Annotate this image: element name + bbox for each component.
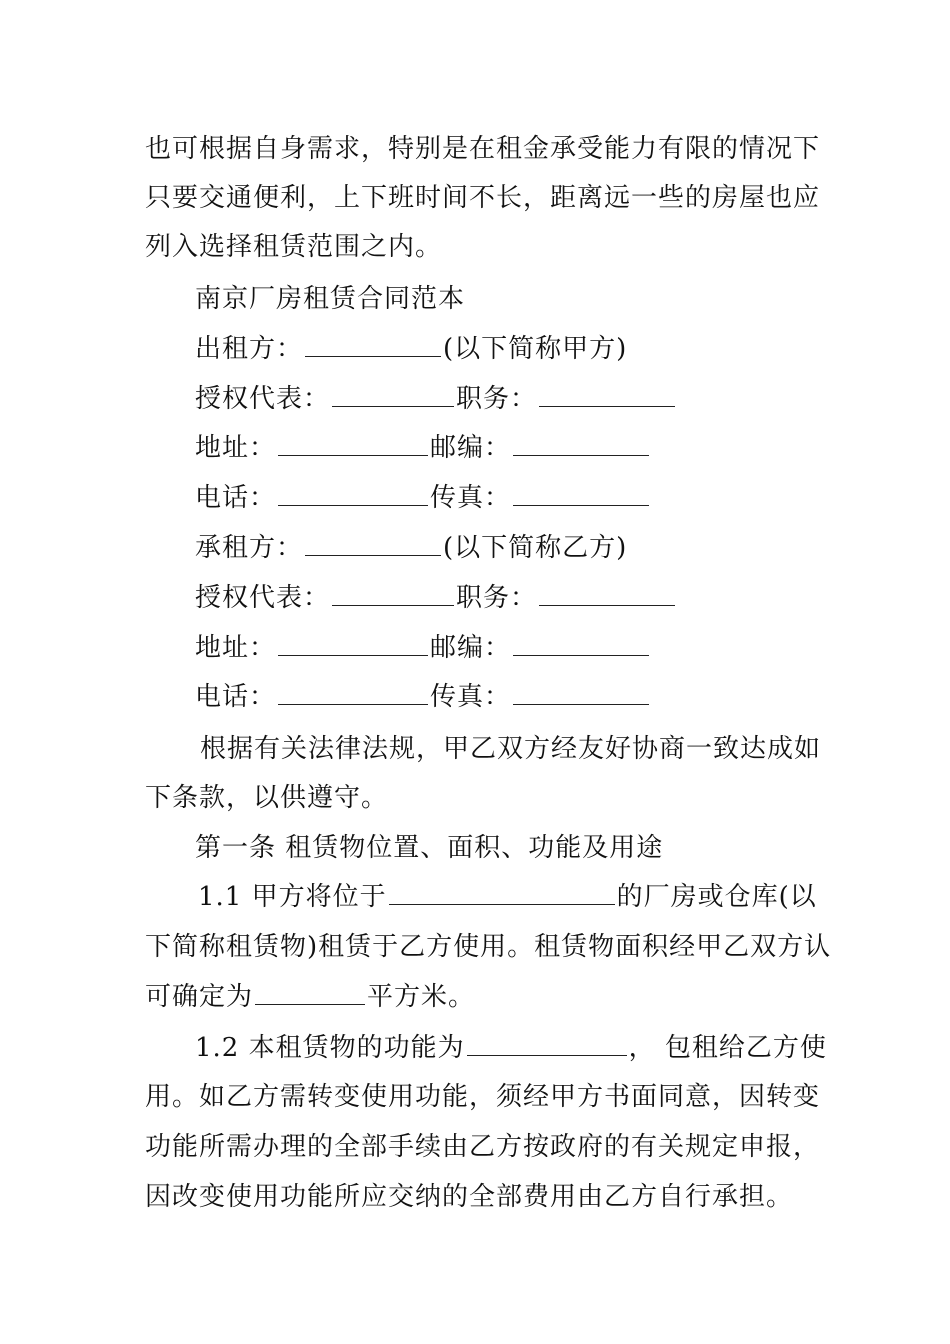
clause-1-1-prefix: 1.1 甲方将位于: [198, 882, 387, 912]
lessor-phone-label: 电话：: [195, 483, 277, 513]
lessee-line: [195, 532, 627, 564]
lessor-zip-label: 邮编：: [430, 433, 512, 463]
lessor-addr-blank: [278, 433, 428, 456]
lessee-fax-label: 传真：: [430, 682, 512, 712]
lessee-label: 承租方：: [195, 533, 304, 563]
clause-1-1-suffix: 的厂房或仓库(以: [616, 882, 817, 912]
lessor-rep-blank: [332, 384, 454, 407]
lessee-addr-label: 地址：: [195, 633, 277, 663]
lessor-rep-line: [195, 383, 677, 415]
lessor-position-label: 职务：: [456, 384, 538, 414]
clause-1-1-area-prefix: 可确定为: [145, 982, 254, 1012]
clause-1-2-line-2: 用。如乙方需转变使用功能，须经甲方书面同意，因转变: [145, 1082, 821, 1112]
lessee-addr-blank: [278, 633, 428, 656]
clause-1-2-prefix: 1.2 本租赁物的功能为: [195, 1033, 465, 1063]
lessor-blank: [305, 334, 441, 357]
lessor-zip-blank: [513, 433, 649, 456]
lessee-rep-label: 授权代表：: [195, 583, 331, 613]
lessee-addr-line: [195, 632, 651, 664]
clause-1-1-area-blank: [255, 982, 365, 1005]
lessor-line: [195, 333, 627, 365]
contract-title: 南京厂房租赁合同范本: [195, 284, 466, 314]
lessee-zip-blank: [513, 633, 649, 656]
lessor-rep-label: 授权代表：: [195, 384, 331, 414]
lessor-phone-blank: [278, 483, 428, 506]
lessor-position-blank: [539, 384, 675, 407]
lessee-rep-line: [195, 582, 677, 614]
clause-1-1-line-1: [198, 881, 817, 913]
clause-1-1-area-suffix: 平方米。: [367, 982, 476, 1012]
clause-1-2-line-4: 因改变使用功能所应交纳的全部费用由乙方自行承担。: [145, 1182, 794, 1212]
lessor-fax-blank: [513, 483, 649, 506]
clause-1-1-line-2: 下简称租赁物)租赁于乙方使用。租赁物面积经甲乙双方认: [145, 932, 832, 962]
lessee-blank: [305, 533, 441, 556]
lessee-fax-blank: [513, 682, 649, 705]
lessee-position-label: 职务：: [456, 583, 538, 613]
lessor-addr-label: 地址：: [195, 433, 277, 463]
article1-title: 第一条 租赁物位置、面积、功能及用途: [195, 833, 664, 863]
lessor-phone-line: [195, 482, 651, 514]
clause-1-2-suffix: ， 包租给乙方使: [628, 1033, 827, 1063]
lessor-addr-line: [195, 432, 651, 464]
clause-1-2-line-3: 功能所需办理的全部手续由乙方按政府的有关规定申报，: [145, 1132, 821, 1162]
lessee-rep-blank: [332, 583, 454, 606]
intro-line-1: 也可根据自身需求，特别是在租金承受能力有限的情况下: [145, 134, 821, 164]
preamble-line-2: 下条款，以供遵守。: [145, 783, 389, 813]
lessee-suffix: (以下简称乙方): [443, 533, 628, 563]
lessee-phone-blank: [278, 682, 428, 705]
lessee-zip-label: 邮编：: [430, 633, 512, 663]
lessee-phone-line: [195, 681, 651, 713]
lessor-suffix: (以下简称甲方): [443, 334, 628, 364]
lessee-position-blank: [539, 583, 675, 606]
clause-1-2-function-blank: [467, 1033, 627, 1056]
lessor-fax-label: 传真：: [430, 483, 512, 513]
preamble-line-1: 根据有关法律法规，甲乙双方经友好协商一致达成如: [200, 734, 822, 764]
clause-1-1-line-3: [145, 981, 475, 1013]
lessor-label: 出租方：: [195, 334, 304, 364]
clause-1-2-line-1: [195, 1032, 827, 1064]
intro-line-2: 只要交通便利，上下班时间不长，距离远一些的房屋也应: [145, 183, 821, 213]
lessee-phone-label: 电话：: [195, 682, 277, 712]
clause-1-1-location-blank: [389, 882, 615, 905]
intro-line-3: 列入选择租赁范围之内。: [145, 232, 443, 262]
